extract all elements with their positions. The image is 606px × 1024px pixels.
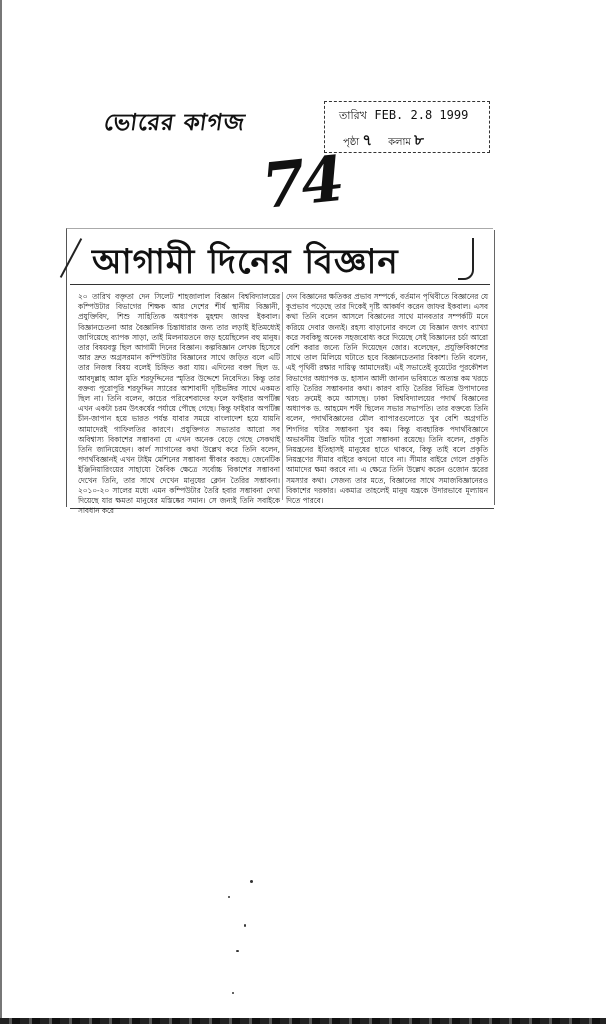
article-left-text: ২০ তারিখ বক্তৃতা দেন সিলেট শাহজালাল বিজ্ঞান বিশ্ববিদ্যালয়ের কম্পিউটার বিভাগের শিক্ষক আর দেশের শীর্ষ স্থানীয় বিজ্ঞানী, প্রযুক্তিবিদ, শিশু সাহিত্যিক অধ্যাপক মুহম্মদ জাফর ইকবাল। বিজ্ঞানচেতনা আর বৈজ্ঞানিক চিন্তাধারার জন্য তার লড়াই ইতিমধ্যেই জাগিয়েছে ব্যাপক সাড়া, তাই মিলনায়তনে জড় হয়েছিলেন বহু মানুষ। তার বিষয়বস্তু ছিল আগামী দিনের বিজ্ঞান। কল্পবিজ্ঞান লেখক হিসেবে আর দ্রুত অগ্রসরমান কম্পিউটার বিজ্ঞানের সাথে জড়িত বলে এটি তার নিজস্ব বিষয় বলেই চিহ্নিত করা যায়। এদিনের বক্তা ছিল ড. আবদুল্লাহ আল মুতি শরফুদ্দিনের স্মৃতির উদ্দেশে নিবেদিত। কিন্তু তার বক্তব্য পুরোপুরি শরফুদ্দিন স্যারের আশাবাদী দৃষ্টিভঙ্গির সাথে একমত ছিল না। তিনি বলেন, কাচের পরিবেশবাদের ফলে ফাইবার অপটিক্স এখন একটা চরম উৎকর্ষের পর্যায়ে পৌছে গেছে। কিন্তু ফাইবার অপটিক্স চীন-জাপান হয়ে ভারত পর্যন্ত যাবার সময়ে বাংলাদেশ হয়ে যায়নি আমাদেরই গাফিলতির কারণে। প্রযুক্তিগত সভ্যতার আরো সব অবিশ্বাস্য বিকাশের সম্ভাবনা যে এখন অনেক বেড়ে গেছে সেকথাই তিনি জানিয়েছেন। কার্ল স্যাগানের কথা উল্লেখ করে তিনি বলেন, পদার্থবিজ্ঞানই এখন টাইম মেশিনের সম্ভাবনা স্বীকার করছে। জেনেটিক ইঞ্জিনিয়ারিংয়ের সাহায্যে কৈবিক ক্ষেত্রে সর্বোচ্চ বিকাশের সম্ভাবনা দেখেন তিনি, তার সাথে দেখেন মানুষের ক্লোন তৈরির সম্ভাবনা। ২০১০-২০ সালের মধ্যে এমন কম্পিউটার তৈরি হবার সম্ভাবনা দেখা দিয়েছে যার ক্ষমতা মানুষের মস্তিষ্কের সমান। সে জন্যই তিনি সবাইকে সাবধান করে	[78, 292, 280, 516]
article-headline: আগামী দিনের বিজ্ঞান	[92, 242, 399, 282]
scan-speck	[244, 924, 246, 927]
headline-rule	[70, 284, 490, 285]
article-right-text: দেন বিজ্ঞানের ক্ষতিকর প্রভাব সম্পর্কে, বর্তমান পৃথিবীতে বিজ্ঞানের যে কুপ্রভাব পড়েছে তার দিকেই দৃষ্টি আকর্ষণ করেন জাফর ইকবাল। এসব কথা তিনি বলেন আসলে বিজ্ঞানের সাথে মানবতার সম্পর্কটি মনে করিয়ে দেবার জন্যই। রহস্য বাড়ানোর বদলে যে বিজ্ঞান জগৎ ব্যাখ্যা করে সবকিছু অনেক সহজবোধ্য করে দিয়েছে সেই বিজ্ঞানের চর্চা আরো বেশি করার জন্যে তিনি দিয়েছেন জোর। বলেছেন, প্রযুক্তিবিকাশের সাথে তাল মিলিয়ে ঘটাতে হবে বিজ্ঞানচেতনার বিকাশ। তিনি বলেন, এই পৃথিবী রক্ষার দায়িত্ব আমাদেরই। এই সভাতেই বুয়েটের পুরকৌশল বিভাগের অধ্যাপক ড. হাসান আলী জানান ভবিষ্যতে অত্যন্ত কম খরচে বাড়ি তৈরির সম্ভাবনার কথা। কারণ বাড়ি তৈরির বিভিন্ন উপাদানের খরচ ক্রমেই কমে আসছে। ঢাকা বিশ্ববিদ্যালয়ের পদার্থ বিজ্ঞানের অধ্যাপক ড. আহমেদ শফী ছিলেন সভার সভাপতি। তার বক্তব্যে তিনি বলেন, পদার্থবিজ্ঞানের মৌল ব্যাপারগুলোতে খুব বেশি অগ্রগতি শিগগির ঘটার সম্ভাবনা খুব কম। কিন্তু ব্যবহারিক পদার্থবিজ্ঞানে অভাবনীয় উন্নতি ঘটার পুরো সম্ভাবনা রয়েছে। তিনি বলেন, প্রকৃতি নিয়ন্ত্রনের ইতিহাসই মানুষের হাতে থাকবে, কিন্তু তাই বলে প্রকৃতি নিয়ন্ত্রণের সীমার বাইরে কখনো যাবে না। সীমার বাইরে গেলে প্রকৃতি আমাদের ক্ষমা করবে না। এ ক্ষেত্রে তিনি উল্লেখ করেন ওজোন স্তরের সমস্যার কথা। সেজন্য তার মতে, বিজ্ঞানের সাথে সমাজবিজ্ঞানেরও বিকাশের দরকার। একমাত্র তাহলেই মানুষ যন্ত্রকে উদারভাবে মূল্যায়ন দিতে পারবে।	[286, 292, 488, 506]
scan-speck	[250, 880, 253, 883]
scan-speck	[228, 896, 230, 898]
handwritten-annotation-number: 74	[258, 142, 344, 223]
stamp-date-value: FEB. 2.8 1999	[374, 108, 469, 122]
scan-speck	[236, 950, 239, 952]
clipping-edge-right	[494, 230, 495, 505]
stamp-date-row	[339, 107, 468, 126]
stamp-page-row	[343, 129, 424, 154]
page-bottom-edge	[0, 1018, 606, 1024]
stamp-date-label: তারিখ	[339, 109, 367, 122]
stamp-column-label: কলাম	[388, 137, 411, 148]
article-column-right	[286, 292, 488, 506]
pen-hook-mark	[458, 238, 474, 280]
newspaper-masthead: ভোরের কাগজ	[102, 109, 248, 136]
stamp-column-value: ৮	[414, 131, 424, 149]
column-divider	[282, 292, 283, 500]
article-column-left	[78, 292, 280, 516]
stamp-page-value: ৭	[362, 131, 373, 149]
scan-speck	[232, 992, 234, 994]
page-edge	[0, 0, 2, 1024]
stamp-page-label: পৃষ্ঠা	[343, 137, 360, 148]
date-stamp	[324, 101, 490, 153]
